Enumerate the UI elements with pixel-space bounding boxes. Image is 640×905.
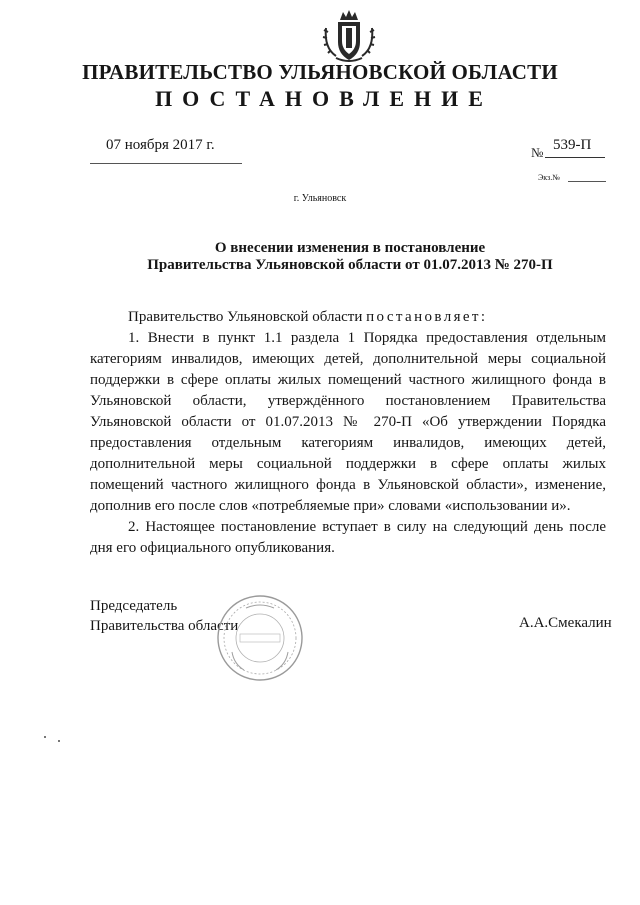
document-number: 539-П	[553, 137, 592, 153]
city: г. Ульяновск	[293, 193, 347, 204]
document-date: 07 ноября 2017 г.	[106, 137, 215, 153]
intro-paragraph	[90, 307, 606, 328]
subject-line-1: О внесении изменения в постановление	[214, 240, 486, 256]
signatory-role-line-2: Правительства области	[90, 618, 239, 634]
coat-of-arms-icon	[318, 8, 380, 64]
number-underline	[545, 157, 605, 158]
item-2: 2. Настоящее постановление вступает в силу на следующий день после дня его официального опубликования.	[90, 519, 606, 556]
document-type: ПОСТАНОВЛЕНИЕ	[155, 86, 493, 111]
intro-spaced-verb: постановляет:	[366, 309, 488, 325]
item-1: 1. Внести в пункт 1.1 раздела 1 Порядка предоставления отдельным категориям инвалидов, имеющих детей, дополнительной меры социальной поддержки в сфере оплаты жилых помещений частного жилищного фонда в Ульяновской области, утверждённого постановлением Правительства Ульяновской области от 01.07.2013 № 270-П «Об утверждении Порядка предоставления отдельным категориям инвалидов, имеющих детей, дополнительной меры социальной поддержки в сфере оплаты жилых помещений частного жилищного фонда в Ульяновской области», изменение, дополнив его после слов «потребляемые при» словами «использовании и».	[90, 330, 606, 514]
signatory-name: А.А.Смекалин	[519, 615, 612, 631]
government-name: ПРАВИТЕЛЬСТВО УЛЬЯНОВСКОЙ ОБЛАСТИ	[82, 60, 558, 84]
date-underline	[90, 163, 242, 164]
number-label: №	[531, 145, 544, 160]
scan-speck	[58, 740, 60, 742]
document-subject	[0, 240, 640, 274]
copy-number-label: Экз.№	[538, 173, 560, 182]
signatory-role-line-1: Председатель	[90, 598, 178, 614]
copy-number-underline	[568, 181, 606, 182]
intro-text: Правительство Ульяновской области	[128, 309, 367, 325]
subject-line-2: Правительства Ульяновской области от 01.07.2013 № 270-П	[147, 257, 553, 273]
scan-speck	[44, 736, 46, 738]
official-seal	[216, 594, 304, 682]
document-body	[90, 307, 606, 559]
